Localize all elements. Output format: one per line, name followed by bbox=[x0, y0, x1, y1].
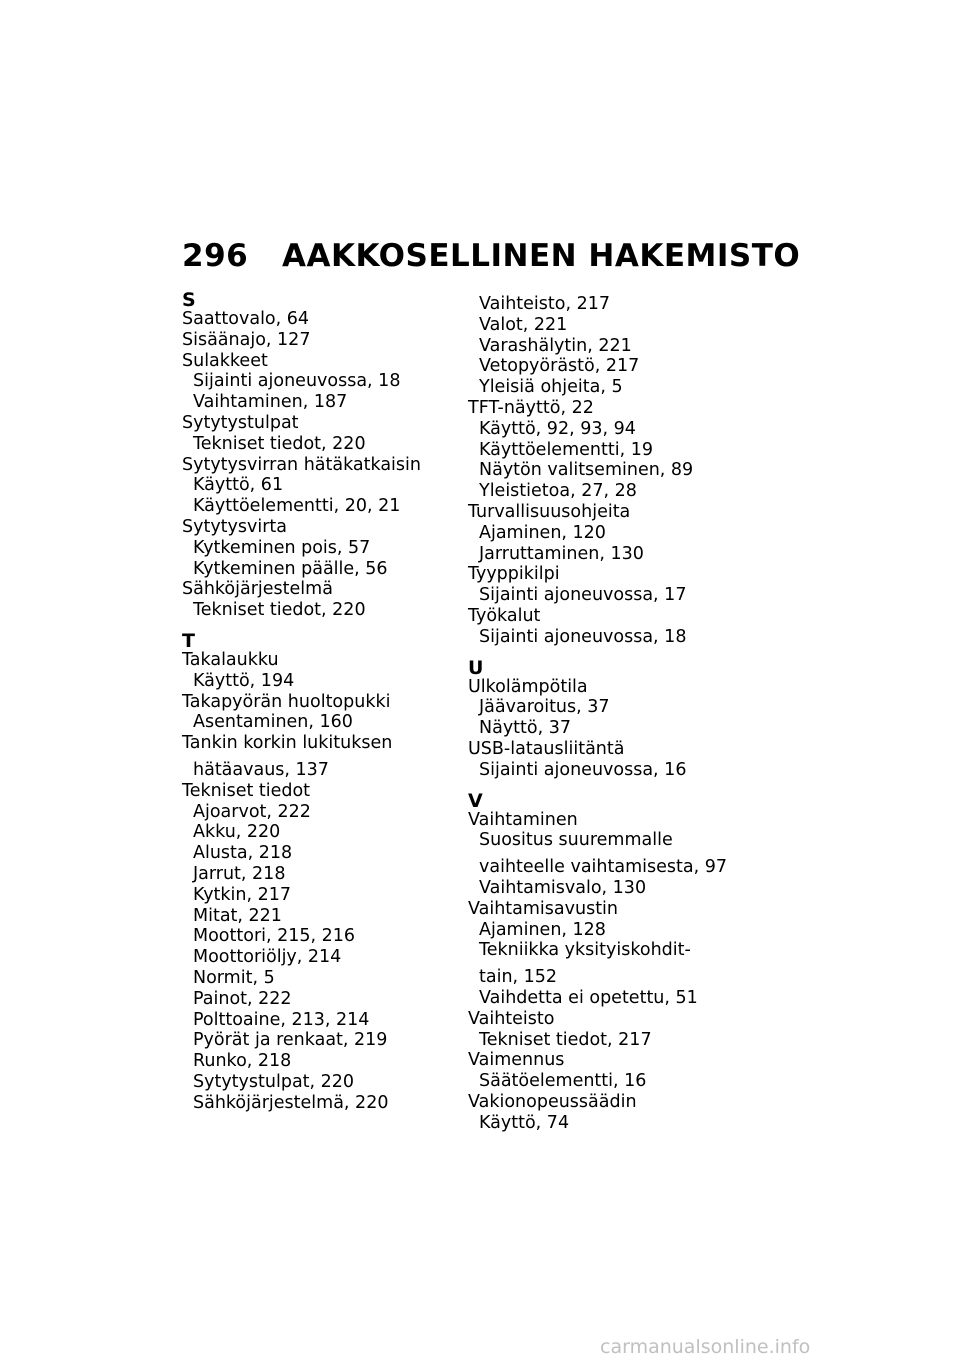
index-subentry: Näyttö, 37 bbox=[479, 718, 571, 739]
index-entry: Saattovalo, 64 bbox=[182, 309, 310, 329]
page-number: 296 bbox=[182, 238, 249, 274]
index-subentry: Tekniikka yksityiskohdit- bbox=[479, 940, 691, 961]
index-subentry: Sijainti ajoneuvossa, 18 bbox=[479, 626, 687, 647]
index-entry: Sulakkeet bbox=[182, 350, 268, 371]
index-entry: Vakionopeussäädin bbox=[468, 1091, 637, 1112]
index-subentry: Yleistietoa, 27, 28 bbox=[479, 481, 637, 502]
index-entry: Vaimennus bbox=[468, 1050, 565, 1071]
index-subentry: Moottori, 215, 216 bbox=[193, 926, 356, 947]
index-subentry: Kytkeminen pois, 57 bbox=[193, 537, 371, 558]
index-subentry: Käyttöelementti, 19 bbox=[479, 439, 653, 460]
index-column-right bbox=[468, 294, 748, 1133]
index-subentry: Ajaminen, 128 bbox=[479, 919, 606, 940]
index-subentry: Sytytystulpat, 220 bbox=[193, 1071, 355, 1092]
index-entry: Vaihtamisavustin bbox=[468, 898, 619, 919]
index-subentry: Käyttöelementti, 20, 21 bbox=[193, 496, 401, 517]
index-entry: TFT-näyttö, 22 bbox=[468, 397, 594, 418]
index-subentry: Runko, 218 bbox=[193, 1051, 292, 1072]
index-entry: Turvallisuusohjeita bbox=[468, 501, 631, 522]
index-subentry: Painot, 222 bbox=[193, 988, 292, 1009]
index-subentry: Ajaminen, 120 bbox=[479, 522, 606, 543]
index-subentry: Vetopyörästö, 217 bbox=[479, 356, 640, 377]
section-letter-u: U bbox=[468, 656, 484, 679]
index-subentry: Vaihtamisvalo, 130 bbox=[479, 877, 647, 898]
index-subentry: Sijainti ajoneuvossa, 17 bbox=[479, 585, 687, 606]
index-entry: Takalaukku bbox=[182, 649, 279, 670]
index-subentry: Akku, 220 bbox=[193, 822, 281, 843]
section-letter-t: T bbox=[182, 629, 195, 652]
index-subentry: Vaihteisto, 217 bbox=[479, 294, 610, 314]
index-subentry: hätäavaus, 137 bbox=[193, 759, 329, 780]
index-subentry: Jarruttaminen, 130 bbox=[479, 543, 644, 564]
index-subentry: Polttoaine, 213, 214 bbox=[193, 1009, 370, 1030]
index-subentry: Normit, 5 bbox=[193, 967, 275, 988]
index-entry: Sisäänajo, 127 bbox=[182, 329, 311, 350]
index-subentry: Tekniset tiedot, 220 bbox=[193, 600, 366, 621]
index-subentry: Tekniset tiedot, 220 bbox=[193, 433, 366, 454]
index-subentry: Yleisiä ohjeita, 5 bbox=[479, 377, 623, 398]
index-subentry: Sijainti ajoneuvossa, 16 bbox=[479, 759, 687, 780]
index-subentry: Käyttö, 92, 93, 94 bbox=[479, 418, 636, 439]
index-subentry: Asentaminen, 160 bbox=[193, 712, 353, 733]
index-subentry: Valot, 221 bbox=[479, 314, 568, 335]
index-entry: Työkalut bbox=[468, 605, 541, 626]
index-subentry: Säätöelementti, 16 bbox=[479, 1071, 647, 1092]
index-subentry: Vaihdetta ei opetettu, 51 bbox=[479, 987, 698, 1008]
index-entry: Vaihteisto bbox=[468, 1008, 555, 1029]
index-subentry: Jarrut, 218 bbox=[193, 863, 286, 884]
index-subentry: tain, 152 bbox=[479, 967, 558, 988]
index-subentry: Käyttö, 74 bbox=[479, 1112, 570, 1133]
index-subentry: Suositus suuremmalle bbox=[479, 830, 673, 851]
index-subentry: Näytön valitseminen, 89 bbox=[479, 460, 694, 481]
index-subentry: Pyörät ja renkaat, 219 bbox=[193, 1030, 388, 1051]
index-entry: Vaihtaminen bbox=[468, 809, 578, 830]
index-entry: Sytytystulpat bbox=[182, 412, 299, 433]
index-subentry: Jäävaroitus, 37 bbox=[479, 697, 610, 718]
index-subentry: Käyttö, 61 bbox=[193, 475, 284, 496]
index-entry: Tankin korkin lukituksen bbox=[182, 733, 393, 754]
index-entry: Sytytysvirran hätäkatkaisin bbox=[182, 454, 421, 475]
index-subentry: Moottoriöljy, 214 bbox=[193, 947, 342, 968]
page-title: AAKKOSELLINEN HAKEMISTO bbox=[282, 238, 801, 274]
index-subentry: Käyttö, 194 bbox=[193, 670, 295, 691]
watermark: carmanualsonline.info bbox=[600, 1336, 811, 1358]
index-subentry: Tekniset tiedot, 217 bbox=[479, 1029, 652, 1050]
index-subentry: Ajoarvot, 222 bbox=[193, 801, 311, 822]
index-subentry: Alusta, 218 bbox=[193, 843, 293, 864]
index-subentry: Sijainti ajoneuvossa, 18 bbox=[193, 371, 401, 392]
index-entry: Tekniset tiedot bbox=[182, 780, 311, 801]
index-entry: Ulkolämpötila bbox=[468, 676, 588, 697]
section-letter-v: V bbox=[468, 789, 483, 812]
page-header bbox=[182, 238, 800, 274]
index-entry: USB-latausliitäntä bbox=[468, 738, 625, 759]
index-subentry: vaihteelle vaihtamisesta, 97 bbox=[479, 857, 727, 878]
index-subentry: Sähköjärjestelmä, 220 bbox=[193, 1092, 389, 1113]
index-subentry: Vaihtaminen, 187 bbox=[193, 392, 348, 413]
index-subentry: Varashälytin, 221 bbox=[479, 335, 632, 356]
index-entry: Takapyörän huoltopukki bbox=[182, 691, 391, 712]
section-letter-s: S bbox=[182, 289, 196, 311]
index-column-left bbox=[182, 289, 462, 1113]
index-entry: Sähköjärjestelmä bbox=[182, 579, 333, 600]
index-entry: Sytytysvirta bbox=[182, 516, 288, 537]
index-subentry: Kytkeminen päälle, 56 bbox=[193, 558, 388, 579]
index-entry: Tyyppikilpi bbox=[468, 564, 560, 585]
index-subentry: Mitat, 221 bbox=[193, 905, 282, 926]
index-subentry: Kytkin, 217 bbox=[193, 884, 292, 905]
